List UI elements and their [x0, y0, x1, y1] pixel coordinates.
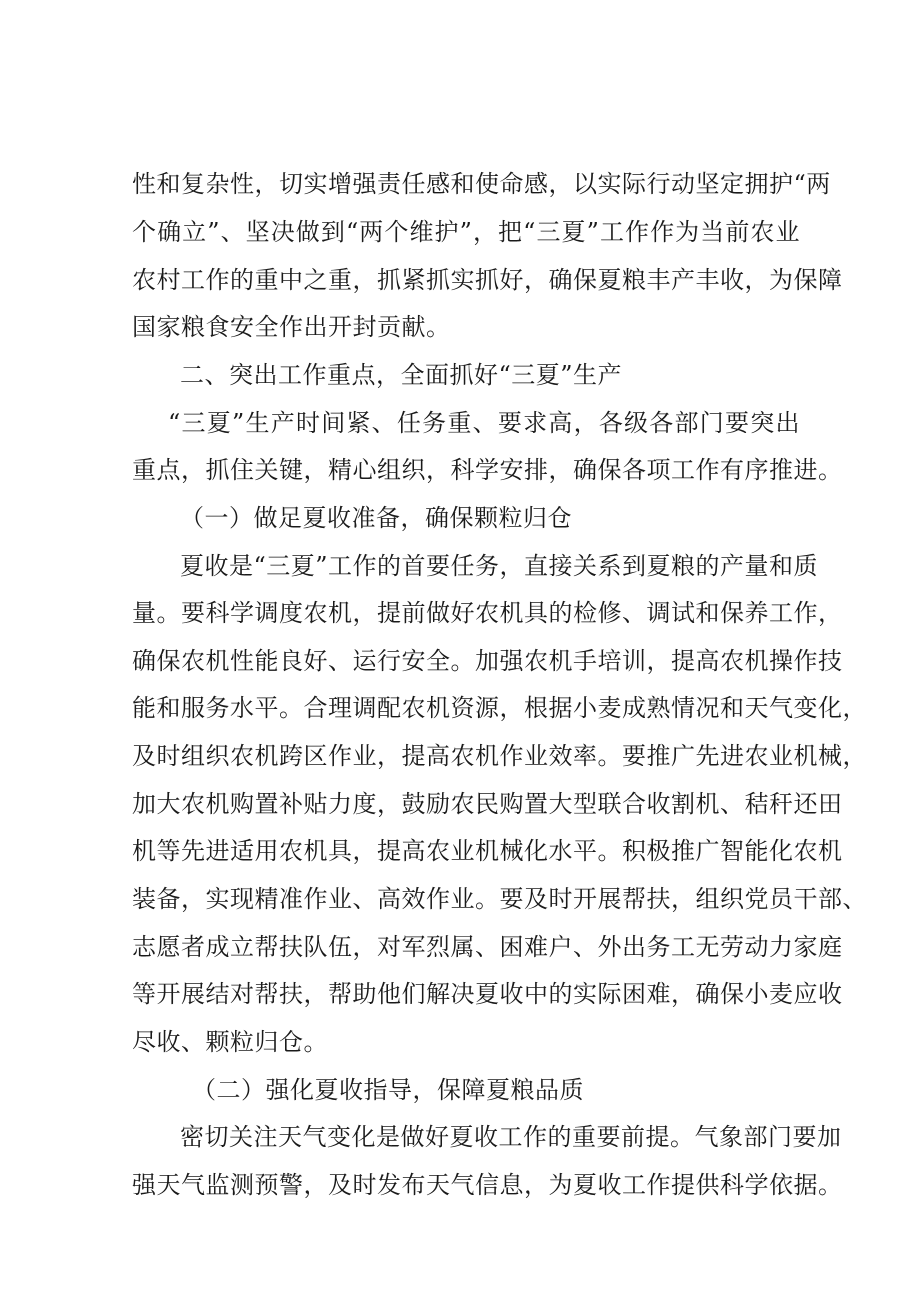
paragraph-line: 国家粮食安全作出开封贡献。: [132, 313, 451, 341]
paragraph-line: 密切关注天气变化是做好夏收工作的重要前提。气象部门要加: [180, 1123, 842, 1151]
paragraph-line: 农村工作的重中之重，抓紧抓实抓好，确保夏粮丰产丰收，为保障: [132, 266, 843, 294]
paragraph-line: 强天气监测预警，及时发布天气信息，为夏收工作提供科学依据。: [132, 1171, 843, 1199]
subsection-heading: （一）做足夏收准备，确保颗粒归仓: [180, 504, 572, 532]
paragraph-line: 机等先进适用农机具，提高农业机械化水平。积极推广智能化农机: [132, 837, 843, 865]
section-heading: 二、突出工作重点，全面抓好“三夏”生产: [180, 361, 623, 389]
paragraph-line: 能和服务水平。合理调配农机资源，根据小麦成熟情况和天气变化，: [132, 694, 867, 722]
paragraph-line: 个确立”、坚决做到“两个维护”，把“三夏”工作作为当前农业: [132, 218, 800, 246]
subsection-heading: （二）强化夏收指导，保障夏粮品质: [192, 1076, 584, 1104]
paragraph-line: 加大农机购置补贴力度，鼓励农民购置大型联合收割机、秸秆还田: [132, 790, 843, 818]
paragraph-line: 等开展结对帮扶，帮助他们解决夏收中的实际困难，确保小麦应收: [132, 980, 843, 1008]
paragraph-line: 重点，抓住关键，精心组织，科学安排，确保各项工作有序推进。: [132, 456, 843, 484]
paragraph-line: 尽收、颗粒归仓。: [132, 1028, 328, 1056]
paragraph-line: 量。要科学调度农机，提前做好农机具的检修、调试和保养工作，: [132, 599, 843, 627]
paragraph-line: “三夏”生产时间紧、任务重、要求高，各级各部门要突出: [168, 409, 800, 437]
paragraph-line: 及时组织农机跨区作业，提高农机作业效率。要推广先进农业机械，: [132, 742, 867, 770]
paragraph-line: 夏收是“三夏”工作的首要任务，直接关系到夏粮的产量和质: [180, 552, 819, 580]
paragraph-line: 志愿者成立帮扶队伍，对军烈属、困难户、外出务工无劳动力家庭: [132, 933, 843, 961]
paragraph-line: 确保农机性能良好、运行安全。加强农机手培训，提高农机操作技: [132, 647, 843, 675]
paragraph-line: 装备，实现精准作业、高效作业。要及时开展帮扶，组织党员干部、: [132, 885, 867, 913]
paragraph-line: 性和复杂性，切实增强责任感和使命感，以实际行动坚定拥护“两: [132, 170, 831, 198]
